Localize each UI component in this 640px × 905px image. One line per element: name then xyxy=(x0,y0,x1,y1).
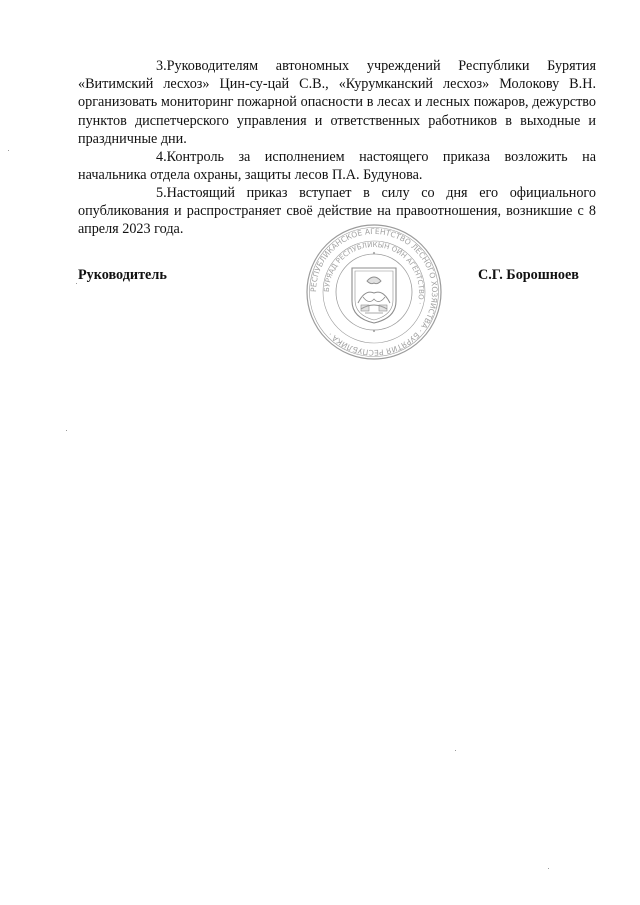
paragraph-5-text: Настоящий приказ вступает в силу со дня его официального опубликования и распространяет своё действие на правоотношения, возникшие с 8 апреля 2023 года. xyxy=(78,185,596,238)
scan-speck xyxy=(548,868,549,869)
paragraph-3-text: Руководителям автономных учреждений Республики Бурятия «Витимский лесхоз» Цин-су-цай С.В., «Курумканский лесхоз» Молокову В.Н. организовать мониторинг пожарной опасности в лесах и лесных пожаров, дежурство пунктов диспетчерского управления и ответственных работников в выходные и праздничные дни. xyxy=(78,58,596,147)
scan-speck xyxy=(66,430,67,431)
paragraph-5-number: 5. xyxy=(156,185,167,201)
paragraph-4 xyxy=(78,148,596,184)
stamp-inner-ring-text: БУРЯАД РЕСПУБЛИКЫН ОЙН АГЕНТСТВО · xyxy=(322,240,426,306)
signatory-name: С.Г. Борошноев xyxy=(478,267,579,283)
paragraph-3 xyxy=(78,57,596,148)
scan-speck xyxy=(76,283,77,284)
stamp-outer-ring-text: РЕСПУБЛИКАНСКОЕ АГЕНТСТВО ЛЕСНОГО ХОЗЯЙСТВА · БУРЯТИЯ РЕСПУБЛИКА · xyxy=(308,226,440,358)
coat-of-arms-emblem xyxy=(352,268,396,323)
scan-speck xyxy=(8,150,9,151)
paragraph-3-number: 3. xyxy=(156,58,167,74)
paragraph-4-text: Контроль за исполнением настоящего приказа возложить на начальника отдела охраны, защиты лесов П.А. Будунова. xyxy=(78,149,596,184)
paragraph-4-number: 4. xyxy=(156,149,167,165)
signatory-title: Руководитель xyxy=(78,267,167,283)
official-seal-stamp xyxy=(305,223,443,361)
scan-speck xyxy=(455,750,456,751)
